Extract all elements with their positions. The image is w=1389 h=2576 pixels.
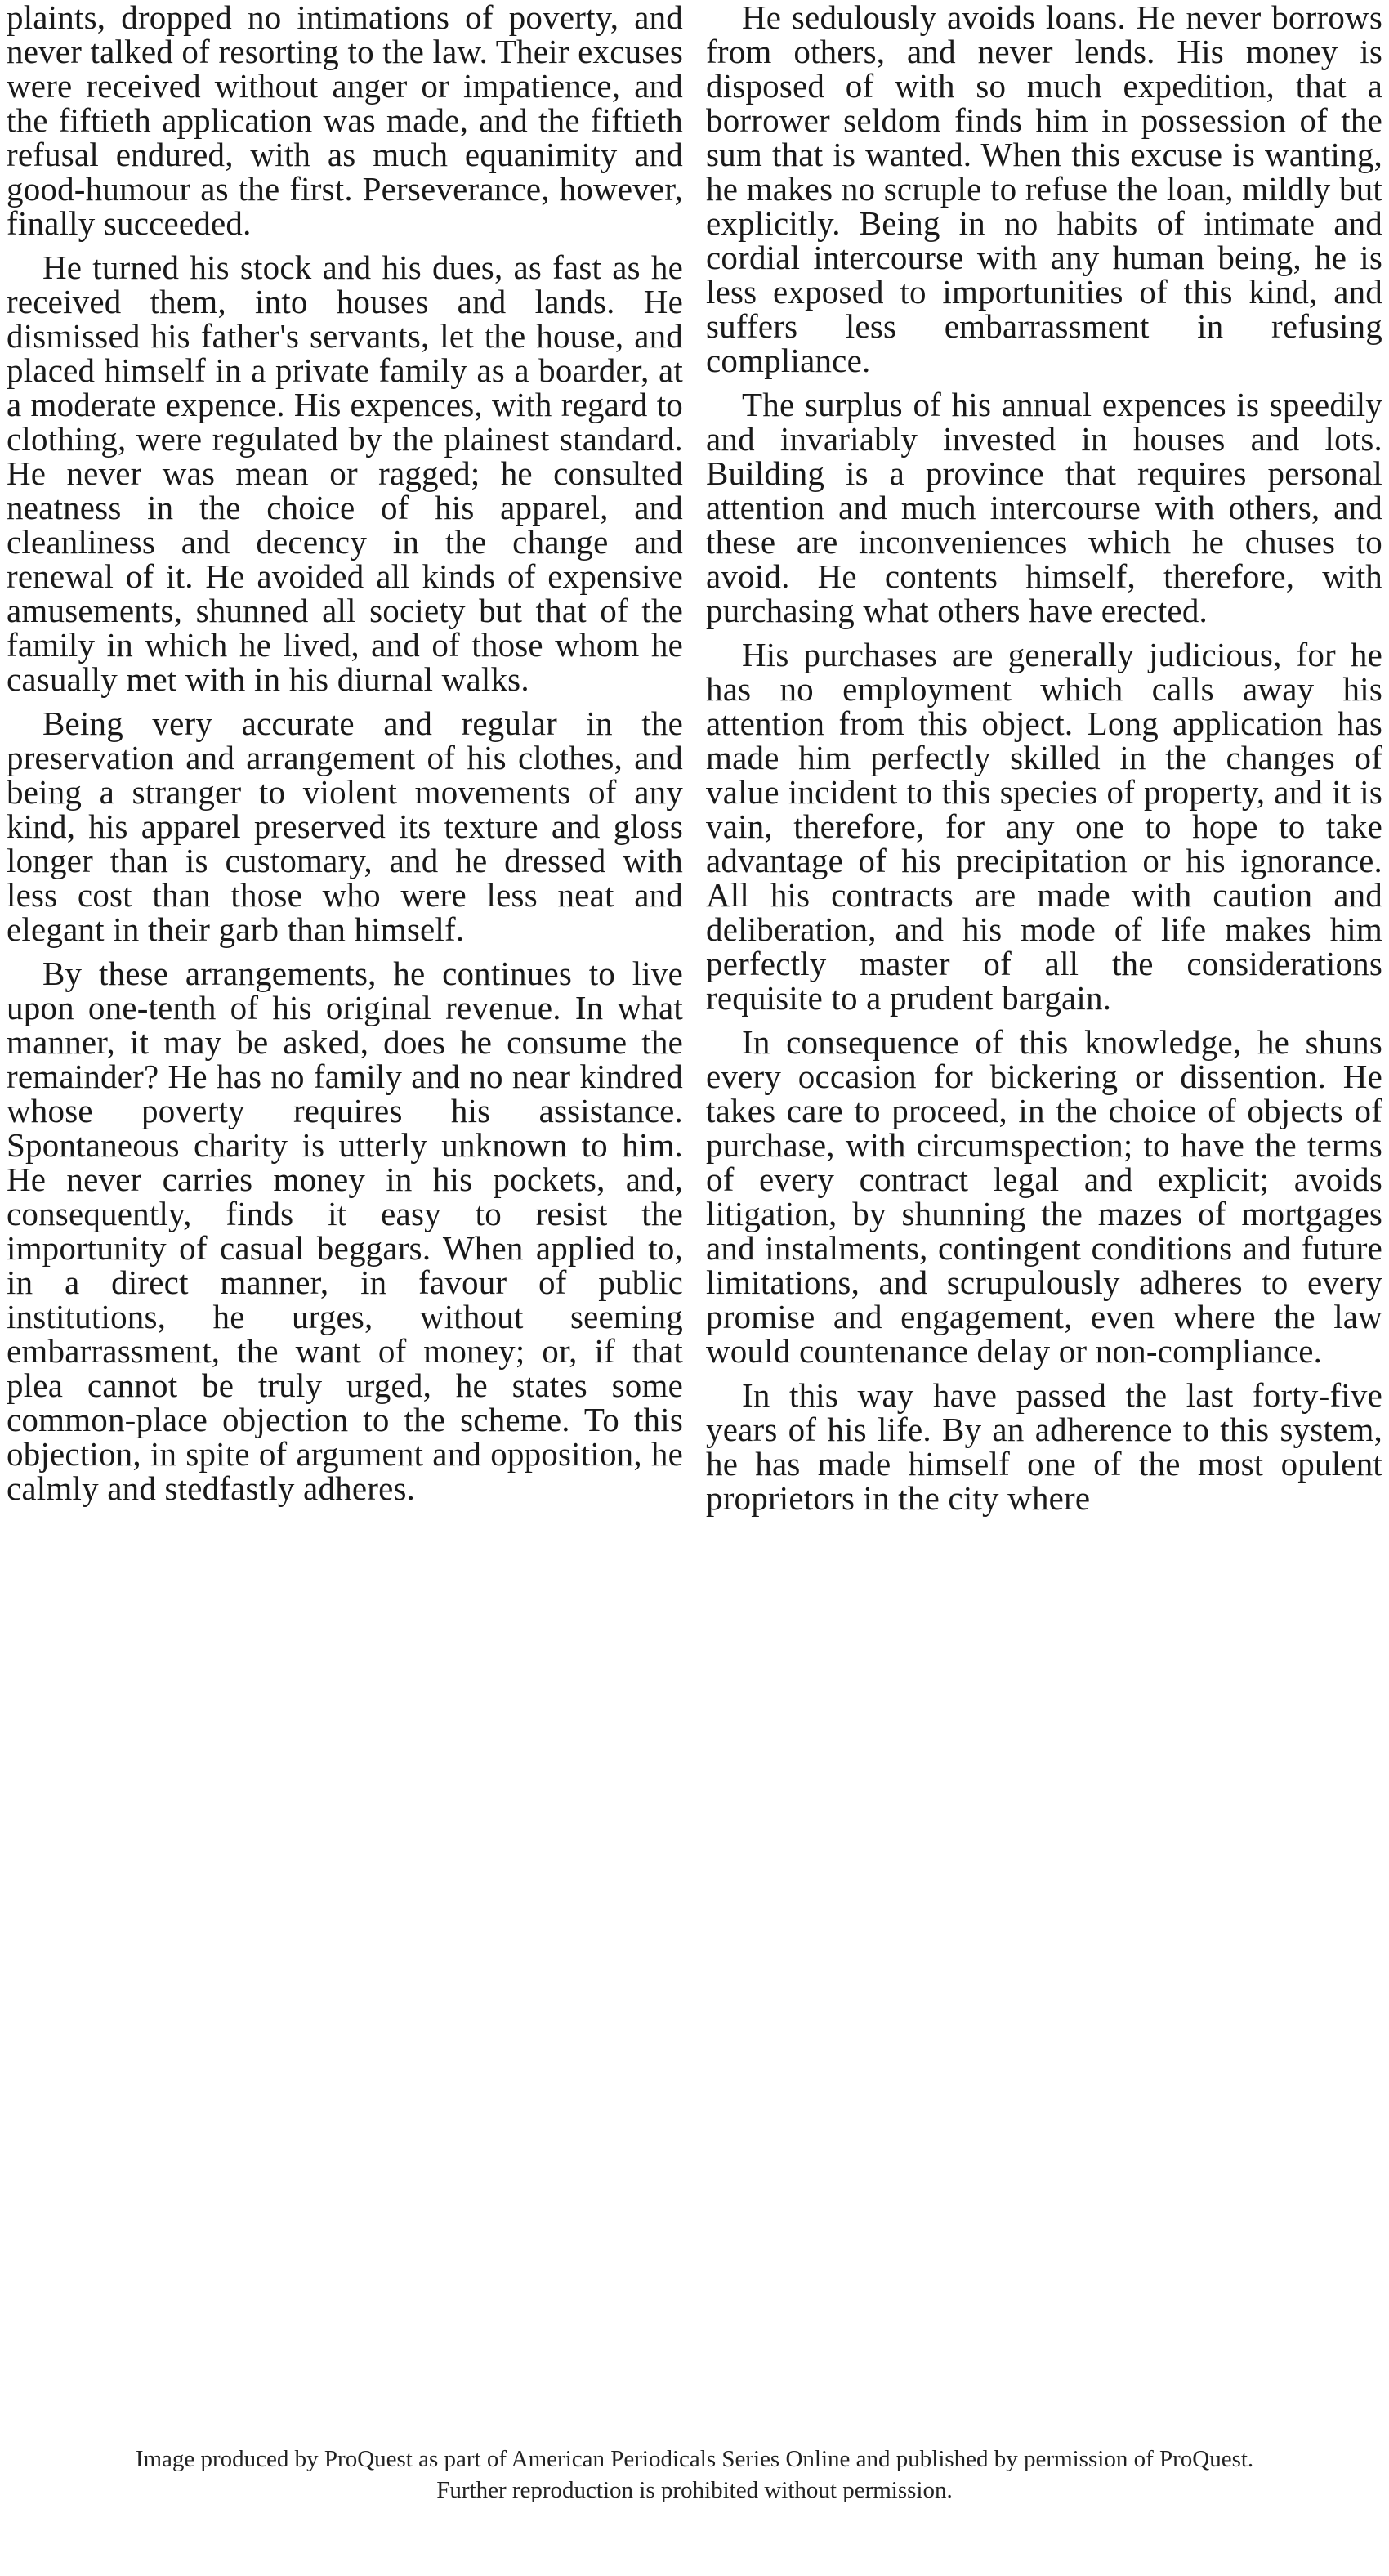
left-column: [7, 0, 683, 2431]
right-column: [706, 0, 1382, 2431]
copyright-footer: [0, 2444, 1389, 2506]
paragraph: plaints, dropped no intimations of poverty, and never talked of resorting to the law. Their excuses were received without anger or impatience, and the fiftieth application was made, and the fiftieth refusal endured, with as much equanimity and good-humour as the first. Perseverance, however, finally succeeded.: [7, 0, 683, 242]
paragraph: He turned his stock and his dues, as fast as he received them, into houses and lands. He dismissed his father's servants, let the house, and placed himself in a private family as a boarder, at a moderate expence. His expences, with regard to clothing, were regulated by the plainest standard. He never was mean or ragged; he consulted neatness in the choice of his apparel, and cleanliness and decency in the change and renewal of it. He avoided all kinds of expensive amusements, shunned all society but that of the family in which he lived, and of those whom he casually met with in his diurnal walks.: [7, 248, 683, 698]
paragraph: The surplus of his annual expences is speedily and invariably invested in houses and lots. Building is a province that requires personal attention and much intercourse with others, and these are inconveniences which he chuses to avoid. He contents himself, therefore, with purchasing what others have erected.: [706, 386, 1382, 629]
paragraph: In consequence of this knowledge, he shuns every occasion for bickering or dissention. He takes care to proceed, in the choice of objects of purchase, with circumspection; to have the terms of every contract legal and explicit; avoids litigation, by shunning the mazes of mortgages and instalments, contingent conditions and future limitations, and scrupulously adheres to every promise and engagement, even where the law would countenance delay or non-compliance.: [706, 1023, 1382, 1370]
text-columns: [7, 0, 1382, 2431]
paragraph: His purchases are generally judicious, for he has no employment which calls away his attention from this object. Long application has made him perfectly skilled in the changes of value incident to this species of property, and it is vain, therefore, for any one to hope to take advantage of his precipitation or his ignorance. All his contracts are made with caution and deliberation, and his mode of life makes him perfectly master of all the considerations requisite to a prudent bargain.: [706, 636, 1382, 1017]
footer-line: Image produced by ProQuest as part of American Periodicals Series Online and published by permission of ProQuest.: [135, 2446, 1254, 2472]
paragraph: In this way have passed the last forty-five years of his life. By an adherence to this system, he has made himself one of the most opulent proprietors in the city where: [706, 1376, 1382, 1517]
footer-line: Further reproduction is prohibited without permission.: [436, 2477, 953, 2503]
paragraph: By these arrangements, he continues to live upon one-tenth of his original revenue. In what manner, it may be asked, does he consume the remainder? He has no family and no near kindred whose poverty requires his assistance. Spontaneous charity is utterly unknown to him. He never carries money in his pockets, and, consequently, finds it easy to resist the importunity of casual beggars. When applied to, in a direct manner, in favour of public institutions, he urges, without seeming embarrassment, the want of money; or, if that plea cannot be truly urged, he states some common-place objection to the scheme. To this objection, in spite of argument and opposition, he calmly and stedfastly adheres.: [7, 955, 683, 1507]
paragraph: He sedulously avoids loans. He never borrows from others, and never lends. His money is disposed of with so much expedition, that a borrower seldom finds him in possession of the sum that is wanted. When this excuse is wanting, he makes no scruple to refuse the loan, mildly but explicitly. Being in no habits of intimate and cordial intercourse with any human being, he is less exposed to importunities of this kind, and suffers less embarrassment in refusing compliance.: [706, 0, 1382, 379]
paragraph: Being very accurate and regular in the preservation and arrangement of his clothes, and being a stranger to violent movements of any kind, his apparel preserved its texture and gloss longer than is customary, and he dressed with less cost than those who were less neat and elegant in their garb than himself.: [7, 704, 683, 948]
